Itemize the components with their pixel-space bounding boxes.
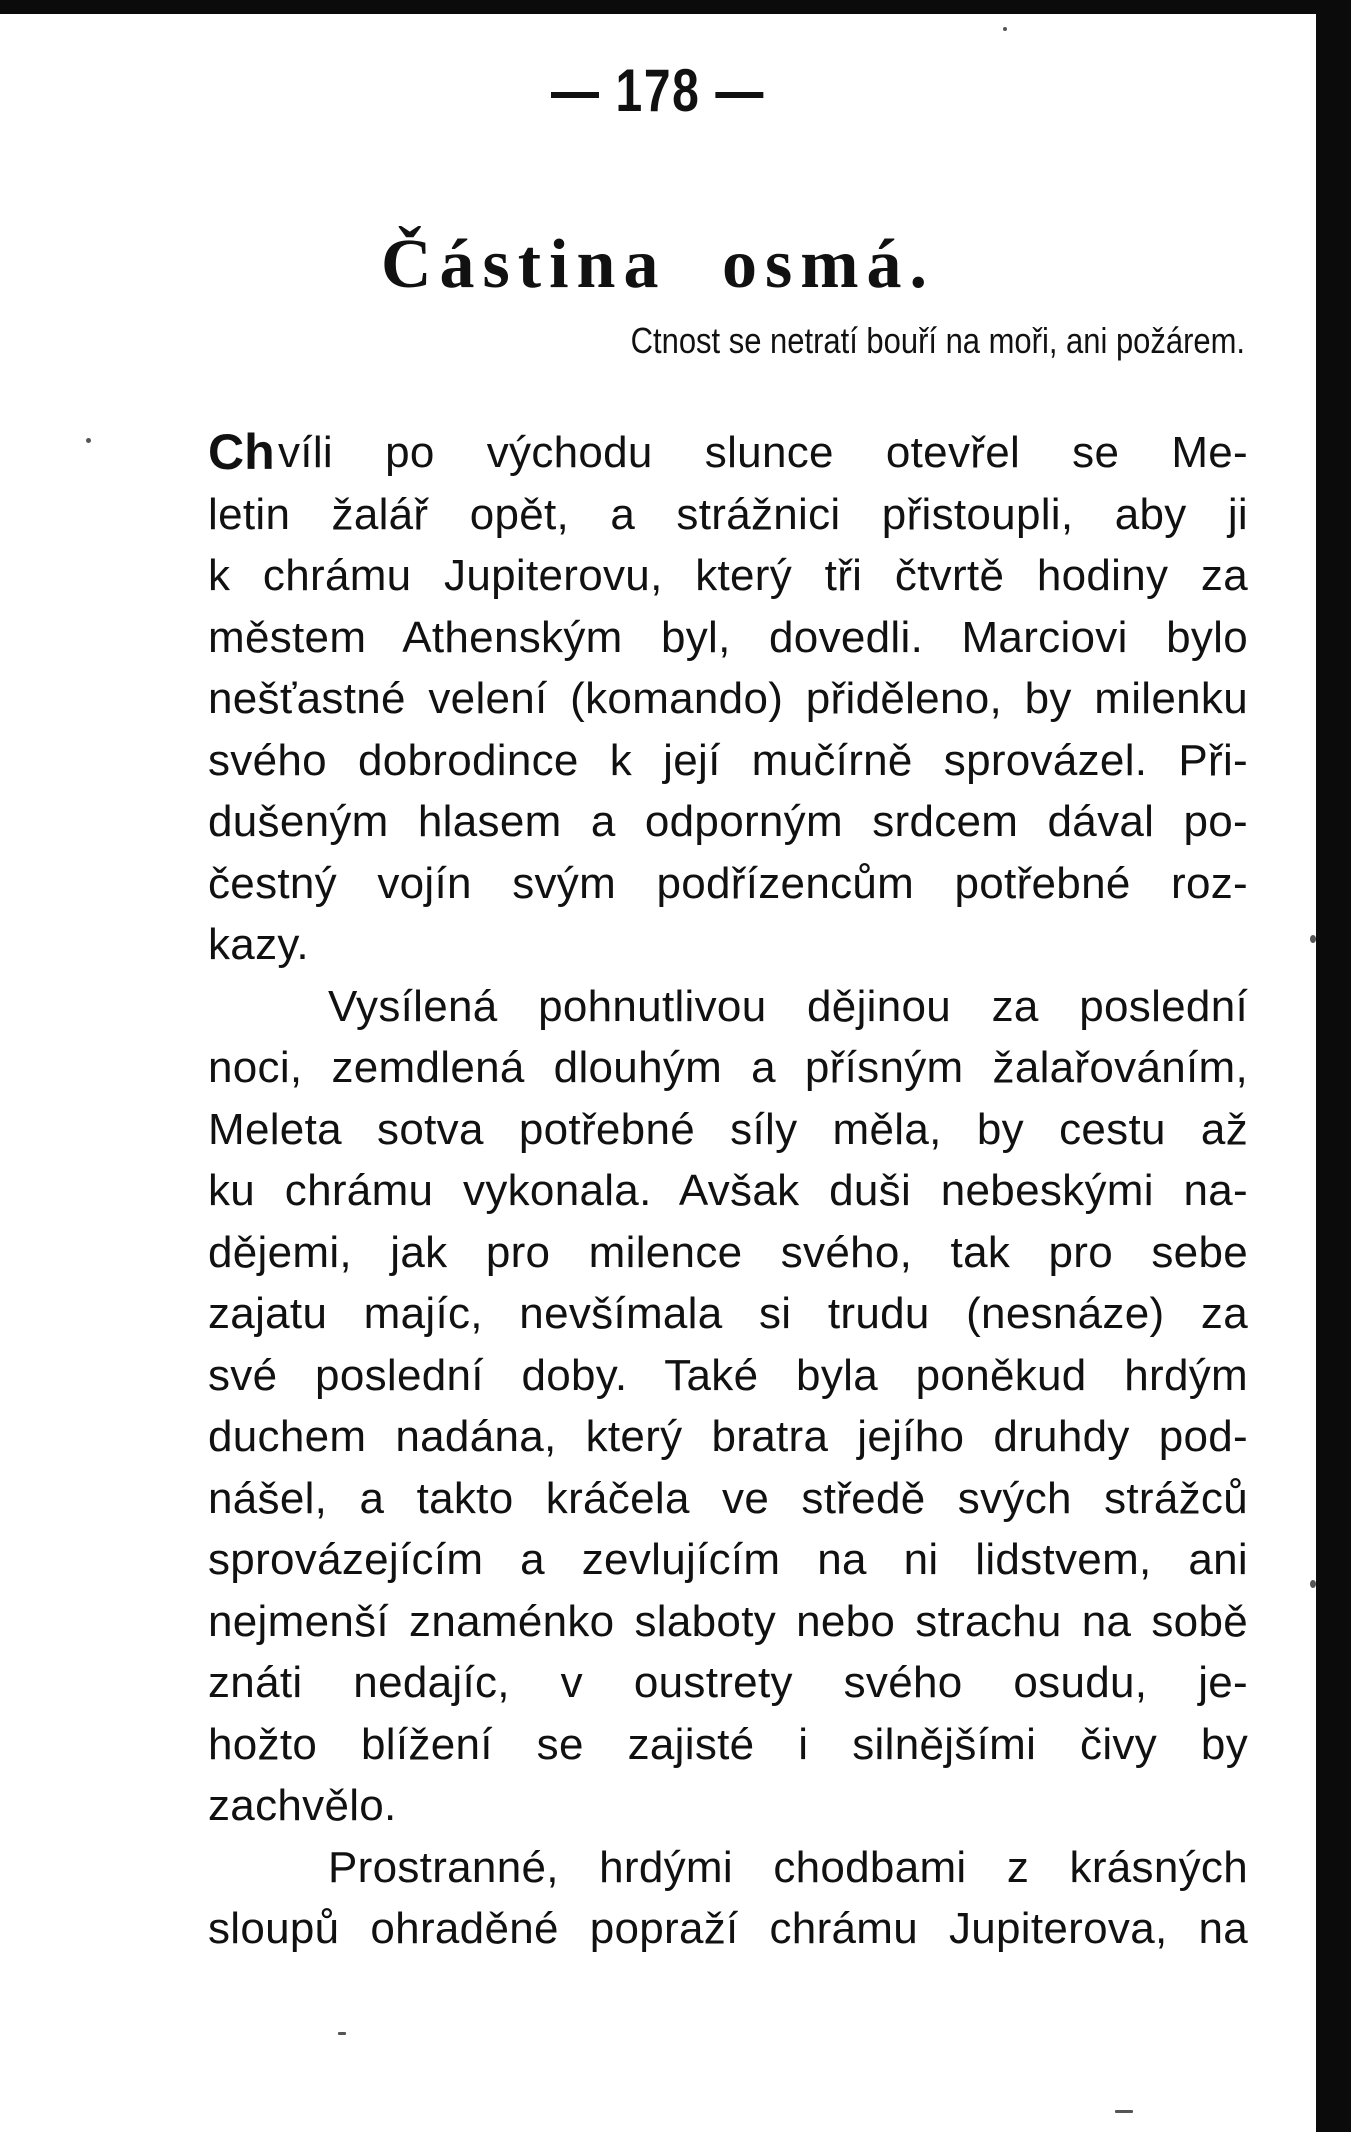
text-line: sloupů ohraděné popraží chrámu Jupiterova, na (208, 1904, 1248, 1953)
text-line: noci, zemdlená dlouhým a přísným žalařováním, (208, 1043, 1248, 1092)
scan-border-top (0, 0, 1351, 14)
text-line: ku chrámu vykonala. Avšak duši nebeskými na- (208, 1166, 1248, 1215)
text-line: dušeným hlasem a odporným srdcem dával po- (208, 797, 1248, 846)
chapter-title: Částina osmá. (380, 226, 936, 303)
text-line: sprovázejícím a zevlujícím na ni lidstvem, ani (208, 1535, 1248, 1584)
text-line: duchem nadána, který bratra jejího druhdy pod- (208, 1412, 1248, 1461)
paragraph-1 (208, 422, 1248, 976)
text-line: zachvělo. (208, 1781, 397, 1830)
text-line: Prostranné, hrdými chodbami z krásných (328, 1842, 1248, 1892)
text-line: své poslední doby. Také byla poněkud hrdým (208, 1350, 1248, 1400)
paper-speck (338, 2032, 346, 2035)
page-number: — 178 — (551, 57, 765, 124)
scan-border-right (1316, 0, 1351, 2132)
paper-speck (1003, 27, 1007, 31)
text-line: zajatu majíc, nevšímala si trudu (nesnáze) za (208, 1289, 1248, 1338)
text-line: k chrámu Jupiterovu, který tři čtvrtě hodiny za (208, 551, 1248, 600)
text-line: hožto blížení se zajisté i silnějšími čivy by (208, 1719, 1248, 1769)
text-line: nešťastné velení (komando) přiděleno, by milenku (208, 674, 1248, 723)
text-line: nejmenší znaménko slaboty nebo strachu na sobě (208, 1596, 1248, 1646)
text-line: městem Athenským byl, dovedli. Marciovi bylo (208, 612, 1248, 662)
paragraph-2 (208, 976, 1248, 1837)
text-line: znáti nedajíc, v oustrety svého osudu, je- (208, 1658, 1248, 1707)
text-line: čestný vojín svým podřízencům potřebné roz- (208, 858, 1248, 908)
text-line: svého dobrodince k její mučírně sprovázel. Při- (208, 735, 1248, 785)
chapter-subtitle: Ctnost se netratí bouří na moři, ani požárem. (630, 320, 1245, 361)
text-line: Vysílená pohnutlivou dějinou za poslední (328, 981, 1248, 1031)
paragraph-3 (208, 1837, 1248, 1960)
text-line: Meleta sotva potřebné síly měla, by cestu až (208, 1104, 1248, 1154)
paper-speck (86, 438, 91, 443)
text-line: víli po východu slunce otevřel se Me- (278, 428, 1248, 477)
text-line: nášel, a takto kráčela ve středě svých strážců (208, 1473, 1248, 1523)
text-line: letin žalář opět, a strážnici přistoupli, aby ji (208, 489, 1248, 539)
body-text (208, 422, 1248, 1960)
text-line: dějemi, jak pro milence svého, tak pro sebe (208, 1227, 1248, 1277)
paper-speck (1115, 2110, 1133, 2113)
text-line: kazy. (208, 920, 309, 969)
drop-cap: Ch (208, 424, 275, 480)
